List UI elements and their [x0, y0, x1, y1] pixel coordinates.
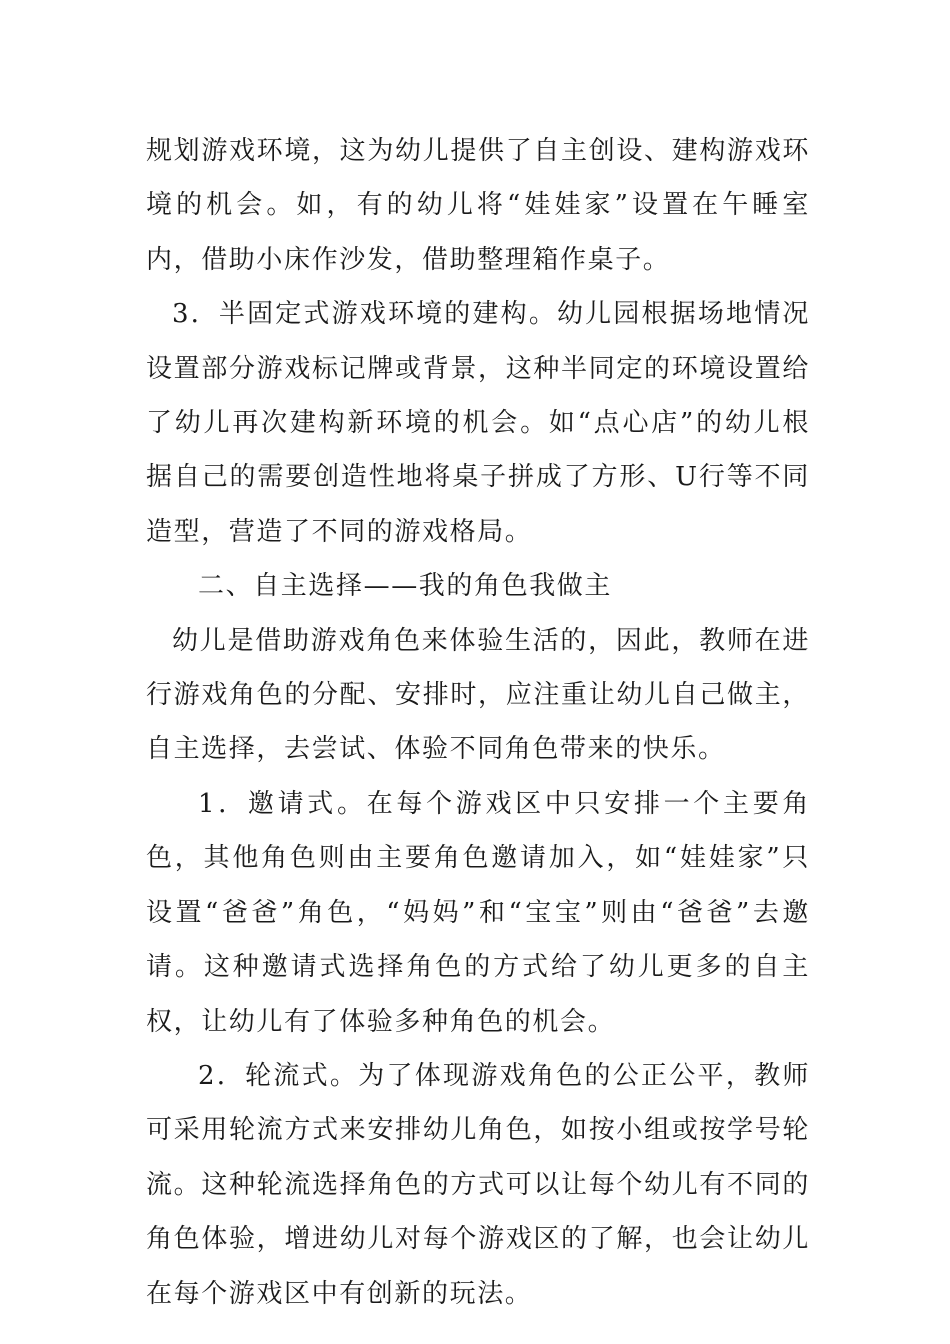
paragraph-invitation: 1．邀请式。在每个游戏区中只安排一个主要角色，其他角色则由主要角色邀请加入，如“娃娃家”只设置“爸爸”角色，“妈妈”和“宝宝”则由“爸爸”去邀请。这种邀请式选择角色的方式给了幼儿更多的自主权，让幼儿有了体验多种角色的机会。 [146, 788, 810, 1037]
document-body [146, 124, 810, 1321]
section-heading: 二、自主选择——我的角色我做主 [198, 571, 613, 602]
paragraph-rotation: 2．轮流式。为了体现游戏角色的公正公平，教师可采用轮流方式来安排幼儿角色，如按小组或按学号轮流。这种轮流选择角色的方式可以让每个幼儿有不同的角色体验，增进幼儿对每个游戏区的了解，也会让幼儿在每个游戏区中有创新的玩法。 [146, 1060, 810, 1309]
paragraph-continuation: 规划游戏环境，这为幼儿提供了自主创设、建构游戏环境的机会。如，有的幼儿将“娃娃家”设置在午睡室内，借助小床作沙发，借助整理箱作桌子。 [146, 136, 810, 275]
paragraph-intro: 幼儿是借助游戏角色来体验生活的，因此，教师在进行游戏角色的分配、安排时，应注重让幼儿自己做主，自主选择，去尝试、体验不同角色带来的快乐。 [146, 625, 810, 765]
paragraph-semi-fixed-environment: 3．半固定式游戏环境的建构。幼儿园根据场地情况设置部分游戏标记牌或背景，这种半同定的环境设置给了幼儿再次建构新环境的机会。如“点心店”的幼儿根据自己的需要创造性地将桌子拼成了方形、U行等不同造型，营造了不同的游戏格局。 [146, 299, 810, 547]
